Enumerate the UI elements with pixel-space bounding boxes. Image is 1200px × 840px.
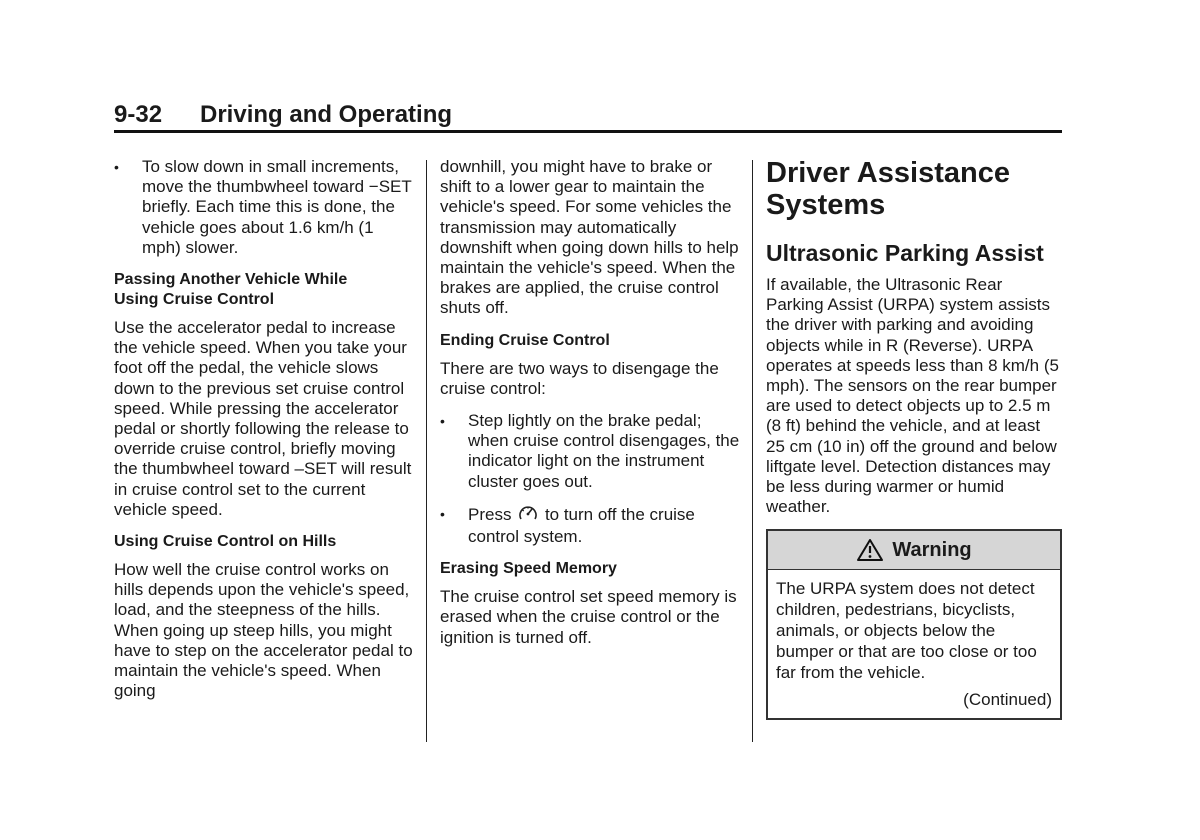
section-heading: Ultrasonic Parking Assist [766, 240, 1044, 266]
paragraph-erasing: The cruise control set speed memory is erased when the cruise control or the ignition is turned off. [440, 587, 737, 647]
subheading-hills: Using Cruise Control on Hills [114, 533, 337, 551]
subheading-passing: Passing Another Vehicle While Using Cruise Control [114, 271, 348, 309]
bullet-text: To slow down in small increments, move the thumbwheel toward −SET briefly. Each time this is done, the vehicle goes about 1.6 km/h (1 mph) slower. [142, 157, 412, 257]
column-2 [440, 157, 740, 660]
page-header [114, 100, 1062, 133]
bullet-text-press: Press [468, 504, 512, 524]
list-item [440, 504, 740, 547]
bullet-icon: • [440, 413, 445, 430]
paragraph-downhill: downhill, you might have to brake or shift to a lower gear to maintain the vehicle's speed. For some vehicles the transmission may automatically downshift when going down hills to help maintain the vehicle's speed. When the brakes are applied, the cruise control shuts off. [440, 157, 739, 318]
warning-body [768, 570, 1060, 718]
list-item [440, 411, 740, 492]
bullet-icon: • [440, 505, 445, 522]
bullet-text-press-after: to turn off the cruise control system. [468, 504, 695, 547]
warning-triangle-icon [856, 538, 884, 562]
subheading-ending: Ending Cruise Control [440, 331, 610, 349]
column-3 [766, 157, 1062, 720]
warning-header [768, 531, 1060, 570]
paragraph-hills: How well the cruise control works on hills depends upon the vehicle's speed, load, and the steepness of the hills. When going up steep hills, you might have to step on the accelerator pedal to maintain the vehicle's speed. When going [114, 560, 413, 701]
paragraph-passing: Use the accelerator pedal to increase the vehicle speed. When you take your foot off the pedal, the vehicle slows down to the previous set cruise control speed. While pressing the accelerator pedal or shortly following the release to override cruise control, briefly moving the thumbwheel toward –SET will result in cruise control set to the current vehicle speed. [114, 318, 412, 519]
bullet-text: Step lightly on the brake pedal; when cruise control disengages, the indicator light on the instrument cluster goes out. [468, 411, 740, 491]
warning-text: The URPA system does not detect children, pedestrians, bicyclists, animals, or objects below the bumper or that are too close or too far from the vehicle. [776, 579, 1037, 683]
list-item [114, 157, 414, 258]
column-divider [426, 160, 427, 742]
subheading-erasing: Erasing Speed Memory [440, 560, 617, 578]
warning-box [766, 529, 1062, 720]
paragraph-urpa: If available, the Ultrasonic Rear Parking Assist (URPA) system assists the driver with parking and avoiding objects while in R (Reverse). URPA operates at speeds less than 8 km/h (5 mph). The sensors on the rear bumper are used to detect objects up to 2.5 m (8 ft) behind the vehicle, and at least 25 cm (10 in) off the ground and below liftgate level. Detection distances may be less during warmer or humid weather. [766, 275, 1059, 517]
chapter-title: Driver Assistance Systems [766, 157, 1010, 221]
column-divider [752, 160, 753, 742]
section-title: Driving and Operating [200, 101, 453, 128]
paragraph-ending: There are two ways to disengage the cruise control: [440, 358, 719, 398]
warning-label: Warning [892, 538, 972, 561]
page-number: 9-32 [114, 101, 163, 128]
continued-label: (Continued) [963, 690, 1052, 710]
column-1 [114, 157, 414, 713]
bullet-icon: • [114, 159, 119, 175]
cruise-control-icon [518, 504, 538, 527]
